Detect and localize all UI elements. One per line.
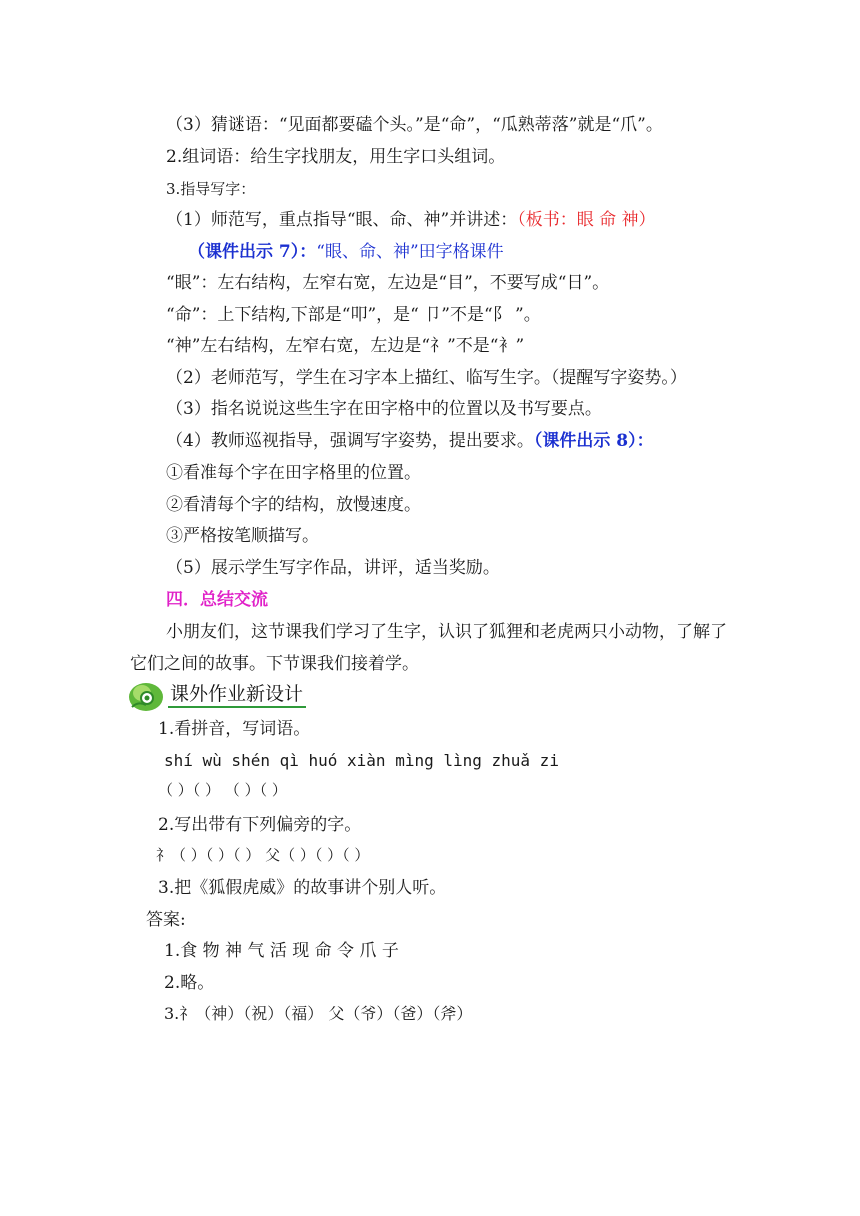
teacher-demo-line: （2）老师范写，学生在习字本上描红、临写生字。（提醒写字姿势。） [166,368,687,388]
writing-guide-heading: 3.指导写字： [166,180,256,198]
homework-q3: 3.把《狐假虎威》的故事讲个别人听。 [158,878,447,898]
answer-label: 答案: [146,910,186,930]
riddle-line: （3）猜谜语：“见面都要磕个头。”是“命”，“瓜熟蒂落”就是“爪”。 [166,115,663,135]
board-note: （板书：眼 命 神） [517,210,656,230]
char-shen-note: “神”左右结构，左窄右宽，左边是“礻”不是“衤” [166,336,525,356]
teacher-patrol-text: （4）教师巡视指导，强调写字姿势，提出要求。 [166,431,534,451]
char-ming-note: “命”：上下结构,下部是“叩”，是“ 卩”不是“阝 ”。 [166,305,541,325]
answer-2: 2.略。 [164,973,215,993]
courseware-7-line [188,241,504,263]
char-yan-note: “眼”：左右结构，左窄右宽，左边是“目”，不要写成“日”。 [166,273,610,293]
pinyin-blank-row: （ ）（ ） （ ）（ ） [158,781,287,799]
requirement-1: ①看准每个字在田字格里的位置。 [166,463,421,483]
courseware-8-label: （课件出示 8）： [533,431,654,451]
courseware-7-text: “眼、命、神”田字格课件 [316,242,504,262]
section-four-heading: 四．总结交流 [166,590,268,610]
answer-3: 3.礻（神）（祝）（福） 父（爷）（爸）（斧） [164,1004,473,1023]
student-explain-line: （3）指名说说这些生字在田字格中的位置以及书写要点。 [166,399,602,419]
homework-q1: 1.看拼音，写词语。 [158,719,311,739]
summary-line-1: 小朋友们，这节课我们学习了生字，认识了狐狸和老虎两只小动物，了解了 [166,622,727,642]
homework-q2: 2.写出带有下列偏旁的字。 [158,815,362,835]
summary-line-2: 它们之间的故事。下节课我们接着学。 [130,654,419,674]
homework-title-underline [168,706,306,708]
teacher-patrol-line [166,430,654,452]
courseware-7-label: （课件出示 7）： [188,242,317,262]
demo-writing-text: （1）师范写，重点指导“眼、命、神”并讲述： [166,210,518,230]
green-leaf-icon [126,679,166,713]
requirement-3: ③严格按笔顺描写。 [166,526,319,546]
homework-section-title: 课外作业新设计 [170,683,304,705]
requirement-2: ②看清每个字的结构，放慢速度。 [166,495,421,515]
pinyin-row: shí wù shén qì huó xiàn mìng lìng zhuǎ zi [164,751,559,770]
showcase-line: （5）展示学生写字作品，讲评，适当奖励。 [166,558,500,578]
word-group-line: 2.组词语：给生字找朋友，用生字口头组词。 [166,147,506,167]
answer-1: 1.食 物 神 气 活 现 命 令 爪 子 [164,941,399,961]
demo-writing-line [166,209,656,231]
radical-blank-row: 礻（ ）（ ）（ ） 父（ ）（ ）（ ） [156,846,370,864]
